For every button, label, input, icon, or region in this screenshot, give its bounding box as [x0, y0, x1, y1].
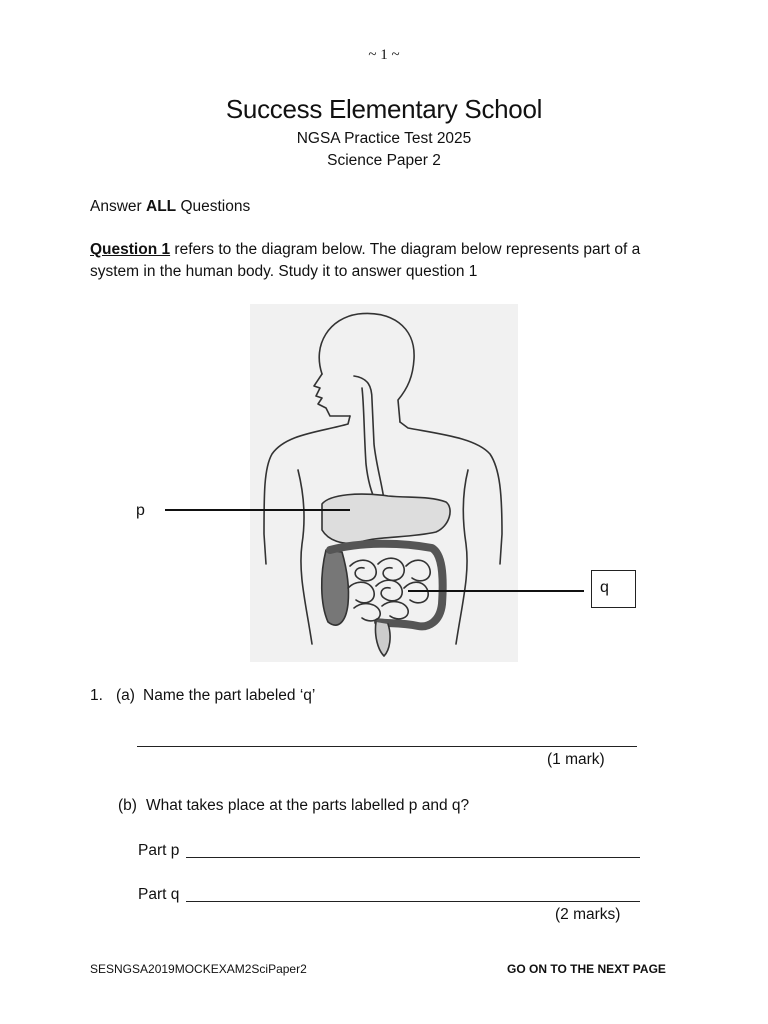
label-q: q — [600, 579, 609, 596]
mark-a: (1 mark) — [547, 751, 605, 768]
mark-b: (2 marks) — [555, 906, 621, 923]
question-a-label: (a) — [116, 687, 135, 704]
question-ref: Question 1 — [90, 241, 171, 258]
part-p-label: Part p — [138, 842, 180, 859]
test-name: NGSA Practice Test 2025 — [296, 130, 472, 147]
digestive-system-diagram — [250, 304, 518, 662]
question-b-label: (b) — [118, 797, 137, 814]
instructions — [90, 196, 250, 218]
label-line-p — [165, 509, 350, 511]
paper-name: Science Paper 2 — [327, 152, 441, 169]
school-title: Success Elementary School — [225, 94, 543, 124]
footer-code: SESNGSA2019MOCKEXAM2SciPaper2 — [90, 962, 307, 976]
question-a-text: Name the part labeled ‘q’ — [143, 687, 316, 704]
digestive-system-illustration — [250, 304, 518, 662]
footer-next-page: GO ON TO THE NEXT PAGE — [507, 962, 666, 976]
part-q-label: Part q — [138, 886, 180, 903]
instructions-prefix: Answer — [90, 198, 146, 215]
label-p: p — [136, 502, 145, 519]
label-q-box — [591, 570, 636, 608]
answer-line-part-q[interactable] — [186, 901, 640, 902]
question-intro — [90, 239, 690, 283]
page-number: ~ 1 ~ — [368, 47, 400, 63]
question-intro-text: refers to the diagram below. The diagram below represents part of a system in the human body. Study it to answer question 1 — [90, 241, 641, 280]
question-number: 1. — [90, 687, 103, 704]
question-b-text: What takes place at the parts labelled p and q? — [146, 797, 470, 814]
answer-line-part-p[interactable] — [186, 857, 640, 858]
instructions-bold: ALL — [146, 198, 177, 215]
answer-line-a[interactable] — [137, 746, 637, 747]
instructions-suffix: Questions — [176, 198, 251, 215]
label-line-q — [408, 590, 584, 592]
